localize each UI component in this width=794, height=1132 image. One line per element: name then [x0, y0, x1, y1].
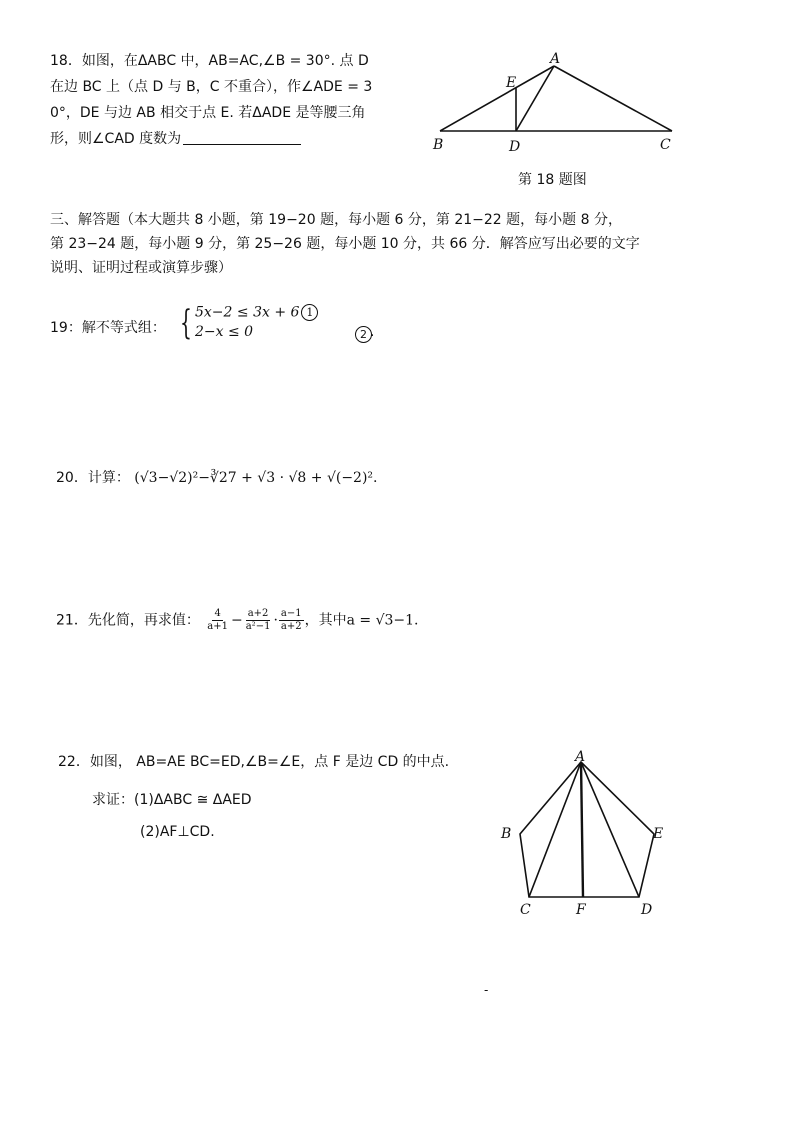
- q19-label: 19：解不等式组：: [50, 320, 166, 336]
- q21-fraction-3: [279, 608, 304, 633]
- q19-mark-1: 1: [301, 304, 318, 321]
- q22-figure: [496, 748, 676, 918]
- section-line-2: 第 23−24 题，每小题 9 分，第 25−26 题，每小题 10 分，共 66 分．解答应写出必要的文字: [50, 236, 640, 252]
- q21-fraction-1: [205, 608, 230, 633]
- q20-expression: (√3−√2)²−∛27 + √3 · √8 + √(−2)².: [134, 470, 378, 486]
- q19-tail: .: [370, 324, 375, 340]
- q21-f3-numerator: a−1: [280, 608, 302, 619]
- pentagon-abced: [520, 762, 654, 897]
- q18-figure: [428, 50, 688, 160]
- answer-blank: [183, 130, 301, 145]
- q21-label: 21．先化简，再求值：: [56, 612, 200, 629]
- q19-row-1-text: 5x−2 ≤ 3x + 6: [195, 304, 300, 321]
- question-20: [56, 470, 377, 487]
- label-c: C: [520, 902, 531, 918]
- label-b: B: [501, 826, 512, 842]
- question-21: [56, 608, 419, 633]
- q18-line-2: 在边 BC 上（点 D 与 B，C 不重合），作∠ADE = 3: [50, 79, 373, 95]
- q21-fraction-2: [244, 608, 273, 633]
- q18-line-3: 0°，DE 与边 AB 相交于点 E. 若ΔADE 是等腰三角: [50, 105, 366, 121]
- q18-line-4: [50, 126, 410, 152]
- label-e: E: [653, 826, 664, 842]
- question-18: [50, 48, 410, 152]
- segment-ac: [529, 762, 581, 897]
- section-line-1: 三、解答题（本大题共 8 小题，第 19−20 题，每小题 6 分，第 21−22 题，每小题 8 分，: [50, 212, 622, 228]
- q21-minus: −: [230, 612, 243, 629]
- label-b: B: [433, 137, 444, 153]
- q21-f3-denominator: a+2: [280, 621, 302, 632]
- segment-af: [581, 762, 583, 897]
- q21-f1-numerator: 4: [214, 608, 221, 619]
- segment-ba: [440, 66, 554, 131]
- q18-caption: 第 18 题图: [518, 172, 587, 188]
- q21-f2-numerator: a+2: [247, 608, 269, 619]
- q21-dot: ·: [273, 612, 278, 629]
- q18-line-1: 18．如图，在ΔABC 中，AB=AC,∠B = 30°. 点 D: [50, 53, 369, 69]
- label-a: A: [575, 749, 586, 765]
- q22-line-2: 求证：(1)ΔABC ≅ ΔAED: [92, 792, 252, 808]
- label-e: E: [506, 75, 517, 91]
- section-line-3: 说明、证明过程或演算步骤）: [50, 260, 232, 276]
- segment-ad: [516, 66, 554, 131]
- q21-f1-denominator: a+1: [207, 621, 228, 632]
- q20-label: 20．计算：: [56, 470, 130, 486]
- q19-row-1: [195, 304, 318, 321]
- q21-f2-denominator: a²−1: [245, 621, 271, 632]
- q19-brace: {: [180, 303, 192, 343]
- q21-tail: ，其中a = √3−1.: [304, 612, 419, 629]
- q19-row-2: 2−x ≤ 0: [195, 324, 254, 340]
- segment-ac: [554, 66, 672, 131]
- label-d: D: [641, 902, 653, 918]
- q19-mark-2: 2: [355, 326, 372, 343]
- section-3-heading: [50, 208, 730, 280]
- footer-dash: -: [484, 983, 489, 997]
- q18-line-4-text: 形，则∠CAD 度数为: [50, 131, 182, 147]
- question-19: [50, 304, 390, 348]
- label-d: D: [509, 139, 521, 155]
- segment-ad: [581, 762, 639, 897]
- label-a: A: [550, 51, 561, 67]
- q22-line-3: (2)AF⊥CD.: [140, 824, 215, 840]
- label-f: F: [576, 902, 586, 918]
- q22-line-1: 22．如图， AB=AE BC=ED,∠B=∠E，点 F 是边 CD 的中点.: [58, 754, 450, 770]
- label-c: C: [660, 137, 671, 153]
